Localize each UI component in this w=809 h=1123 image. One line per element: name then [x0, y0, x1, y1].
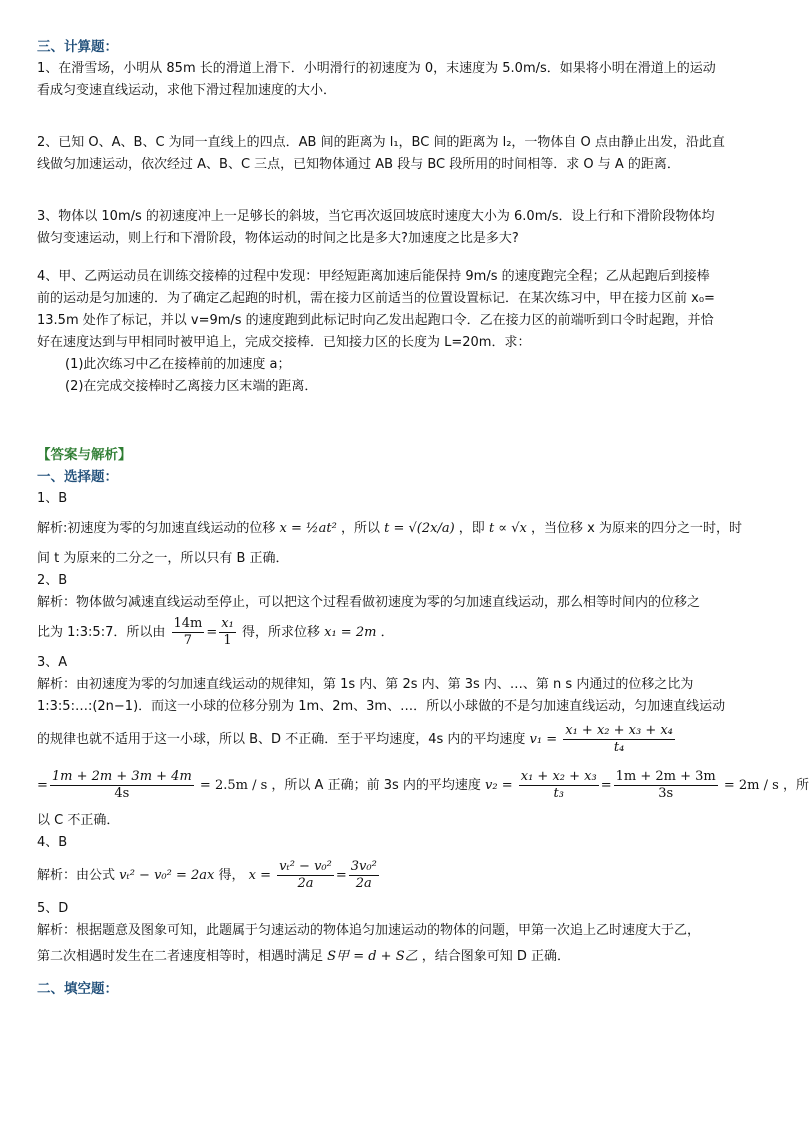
answer-3-v2b-fraction [614, 769, 718, 802]
q2-line-1: 2、已知 O、A、B、C 为同一直线上的四点．AB 间的距离为 l₁，BC 间的距离为 l₂，一物体自 O 点由静止出发，沿此直 [37, 135, 725, 150]
answer-4-x: x = [248, 868, 272, 883]
answer-2-line-2: 比为 1:3:5:7．所以由 $\frac{14m}{7}$ = $\frac{\text{x₁}}{1}$ 得，所求位移 x₁ = 2m ． [37, 616, 394, 648]
answer-3-line-3 [37, 718, 759, 762]
fill-heading: 二、填空题： [37, 981, 118, 997]
answer-3-v1-fraction [563, 723, 675, 756]
fraction-denominator: 3s [658, 786, 674, 801]
answer-1-formula-1: x = ½at² [279, 521, 337, 536]
answers-heading: 【答案与解析】 [37, 447, 132, 463]
answer-1-mid-2: ，即 [458, 521, 485, 536]
answer-1-prefix: 解析:初速度为零的匀加速直线运动的位移 [37, 521, 276, 536]
fraction-numerator: x₁ + x₂ + x₃ + x₄ [565, 723, 673, 738]
q1-line-1: 1、在滑雪场，小明从 85m 长的滑道上滑下．小明滑行的初速度为 0，末速度为 5.0m/s．如果将小明在滑道上的运动 [37, 61, 716, 76]
fraction-denominator: 2a [355, 876, 372, 891]
answer-3-v2-value: = 2m / s [723, 778, 779, 793]
q4-line-3: 13.5m 处作了标记，并以 v=9m/s 的速度跑到此标记时向乙发出起跑口令．乙在接力区的前端听到口令时起跑，并恰 [37, 313, 714, 328]
answer-1-suffix: ，当位移 x 为原来的四分之一时，时 [531, 521, 742, 536]
q4-sub-2: (2)在完成交接棒时乙离接力区末端的距离． [65, 379, 318, 394]
answer-3-line-2: 1:3:5:…:(2n−1)．而这一小球的位移分别为 1m、2m、3m、…．所以小球做的不是匀加速直线运动，匀加速直线运动 [37, 699, 726, 714]
answer-1-label: 1、B [37, 491, 68, 506]
answer-3-line-4-end: ，所 [782, 778, 809, 793]
q4-line-1: 4、甲、乙两运动员在训练交接棒的过程中发现：甲经短距离加速后能保持 9m/s 的速度跑完全程；乙从起跑后到接棒 [37, 269, 710, 284]
answer-5-prefix: 第二次相遇时发生在二者速度相等时，相遇时满足 [37, 949, 324, 964]
answer-4-fraction-1 [277, 859, 334, 892]
answer-5-label: 5、D [37, 901, 69, 916]
q3-line-2: 做匀变速运动，则上行和下滑阶段，物体运动的时间之比是多大?加速度之比是多大? [37, 231, 519, 246]
answer-2-line-1: 解析：物体做匀减速直线运动至停止，可以把这个过程看做初速度为零的匀加速直线运动，那么相等时间内的位移之 [37, 595, 701, 610]
fraction-numerator: 14m [173, 616, 203, 631]
calc-section-heading: 三、计算题： [37, 39, 118, 55]
fraction-denominator: 1 [223, 633, 232, 648]
fraction-numerator: 3v₀² [350, 859, 377, 874]
fraction-numerator: 1m + 2m + 3m + 4m [51, 769, 192, 784]
fraction-denominator: 4s [114, 786, 130, 801]
answer-4-label: 4、B [37, 835, 68, 850]
answer-3-avg-fraction [50, 769, 194, 802]
fraction-numerator: x₁ + x₂ + x₃ [520, 769, 597, 784]
answer-1-line-1 [37, 510, 759, 548]
answer-2-mid: 得，所求位移 [241, 625, 320, 640]
answer-2-fraction-left [172, 616, 205, 649]
fraction-denominator: t₄ [613, 740, 625, 755]
answer-3-line-4-mid: ，所以 A 正确；前 3s 内的平均速度 [271, 778, 481, 793]
fraction-denominator: 2a [297, 876, 314, 891]
answer-3-line-4: = $\frac{1m + 2m + 3m + 4m}{4s}$ = 2.5m / s ，所以 A 正确；前 3s 内的平均速度 v₂ = $\frac{\text{x₁ + x₂ + x₃}}{\text{t₃}}$ = $\frac{1m + 2m + 3m}{3s}$ = 2m / s ，所 [37, 769, 809, 801]
fraction-denominator: t₃ [553, 786, 564, 801]
answer-3-v2-fraction [519, 769, 599, 802]
answer-4-fraction-2 [349, 859, 379, 892]
answer-5-line-1: 解析：根据题意及图象可知，此题属于匀速运动的物体追匀加速运动的物体的问题，甲第一次追上乙时速度大于乙， [37, 923, 701, 938]
choice-heading: 一、选择题： [37, 469, 118, 485]
answer-1-formula-3: t ∝ √x [488, 521, 527, 536]
answer-4-mid: 得， [218, 868, 245, 883]
q1-line-2: 看成匀变速直线运动，求他下滑过程加速度的大小． [37, 83, 337, 98]
page [37, 36, 809, 1000]
fraction-numerator: x₁ [221, 616, 234, 631]
answer-1-formula-2: t = √(2x/a) [384, 521, 455, 536]
answer-2-label: 2、B [37, 573, 68, 588]
answer-5-line-2 [37, 942, 759, 972]
answer-4-line-1: 解析：由公式 vₜ² − v₀² = 2ax 得， x = $\frac{\text{vₜ² − v₀²}}{2a}$ = $\frac{\text{3v₀²}}{2a}$ [37, 859, 377, 891]
answer-3-line-3-prefix: 的规律也就不适用于这一小球，所以 B、D 不正确．至于平均速度，4s 内的平均速度 [37, 732, 526, 747]
answer-3-avg-value: = 2.5m / s [199, 778, 268, 793]
fraction-numerator: 1m + 2m + 3m [615, 769, 716, 784]
answer-2-end: ． [380, 625, 394, 640]
q4-line-2: 前的运动是匀加速的．为了确定乙起跑的时机，需在接力区前适当的位置设置标记．在某次练习中，甲在接力区前 x₀= [37, 291, 715, 306]
answer-1-line-2: 间 t 为原来的二分之一，所以只有 B 正确． [37, 551, 289, 566]
fraction-denominator: 7 [183, 633, 193, 648]
answer-4-formula: vₜ² − v₀² = 2ax [119, 868, 215, 883]
answer-4-prefix: 解析：由公式 [37, 868, 116, 883]
answer-1-mid: ，所以 [340, 521, 380, 536]
answer-2-fraction-right [219, 616, 236, 649]
answer-5-formula: S甲 = d + S乙 [327, 949, 418, 964]
answer-3-v1: v₁ = [529, 732, 558, 747]
answer-3-v2: v₂ = [485, 778, 513, 793]
answer-2-result: x₁ = 2m [324, 625, 377, 640]
answer-3-label: 3、A [37, 655, 68, 670]
fraction-numerator: vₜ² − v₀² [279, 859, 332, 874]
answer-3-line-5: 以 C 不正确． [37, 813, 120, 828]
q2-line-2: 线做匀加速运动，依次经过 A、B、C 三点，已知物体通过 AB 段与 BC 段所用的时间相等．求 O 与 A 的距离． [37, 157, 680, 172]
q4-line-4: 好在速度达到与甲相同时被甲追上，完成交接棒．已知接力区的长度为 L=20m．求： [37, 335, 531, 350]
q3-line-1: 3、物体以 10m/s 的初速度冲上一足够长的斜坡，当它再次返回坡底时速度大小为 6.0m/s．设上行和下滑阶段物体均 [37, 209, 715, 224]
answer-5-end: ，结合图象可知 D 正确． [421, 949, 571, 964]
q4-sub-1: (1)此次练习中乙在接棒前的加速度 a； [65, 357, 291, 372]
answer-3-line-1: 解析：由初速度为零的匀加速直线运动的规律知，第 1s 内、第 2s 内、第 3s 内、…、第 n s 内通过的位移之比为 [37, 677, 694, 692]
answer-2-prefix: 比为 1:3:5:7．所以由 [37, 625, 166, 640]
